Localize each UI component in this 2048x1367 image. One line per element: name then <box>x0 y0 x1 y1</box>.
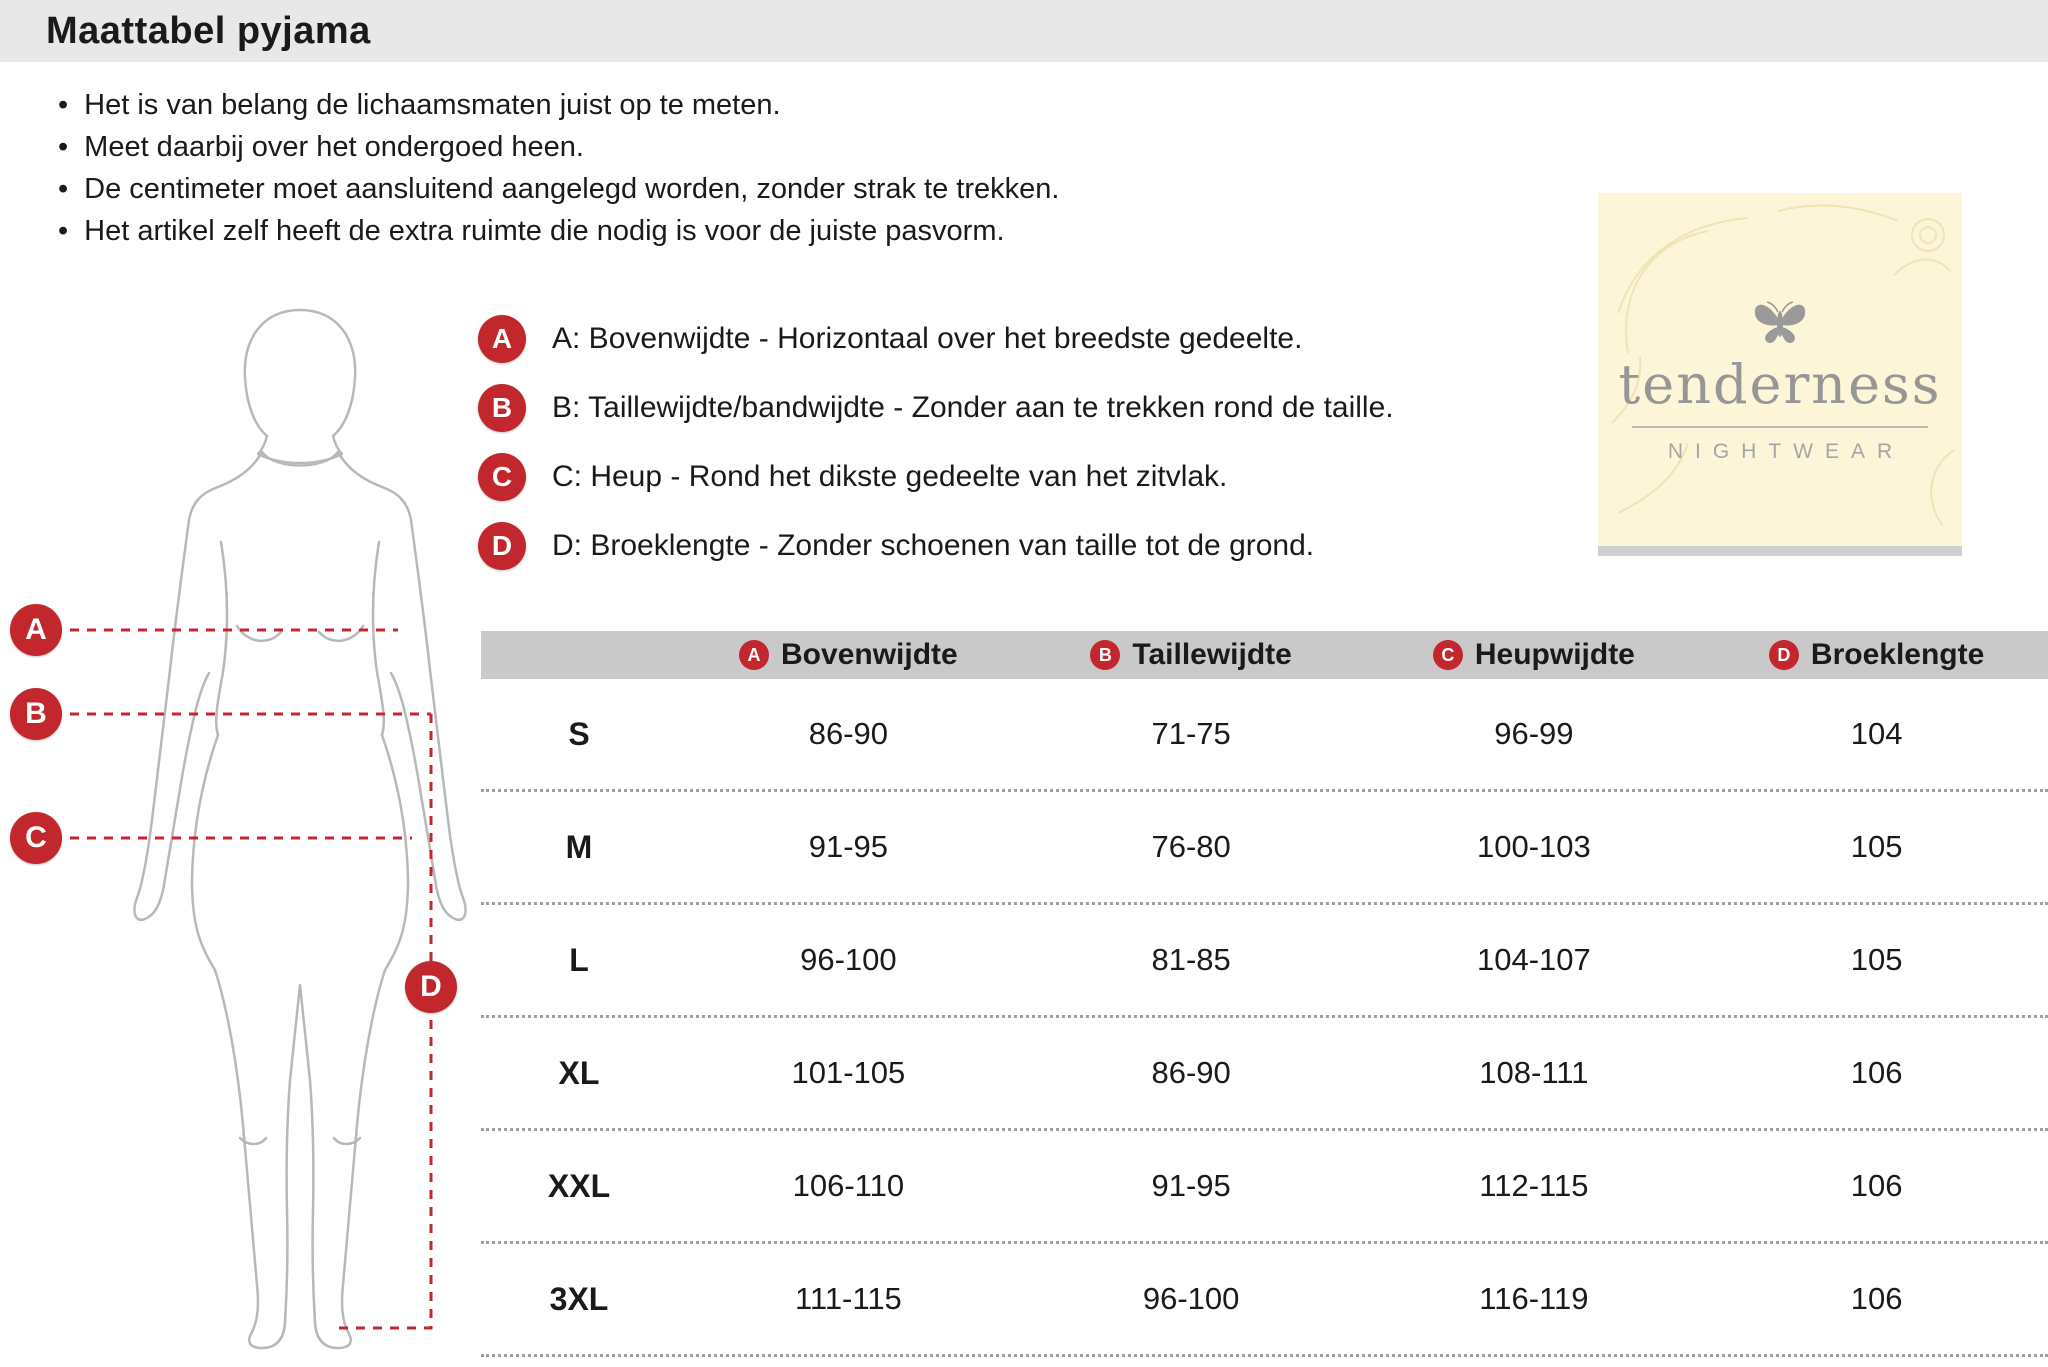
brand-name: tenderness <box>1618 353 1942 416</box>
header-cell-broeklengte <box>1705 638 2048 672</box>
butterfly-icon <box>1749 293 1811 349</box>
brand-subtitle: NIGHTWEAR <box>1667 440 1905 463</box>
body-silhouette <box>134 310 465 1348</box>
column-marker-c: C <box>1433 640 1463 670</box>
value-cell: 106 <box>1850 1281 1903 1316</box>
instruction-item: • Meet daarbij over het ondergoed heen. <box>58 126 1059 168</box>
value-cell: 100-103 <box>1476 829 1591 864</box>
body-measurement-figure <box>0 280 560 1367</box>
legend-item <box>478 453 1394 501</box>
brand-logo <box>1598 193 1962 556</box>
figure-marker-a: A <box>10 604 62 656</box>
column-header-label: Broeklengte <box>1810 638 1985 671</box>
table-header-row <box>481 631 2048 679</box>
size-cell: XXL <box>547 1167 611 1204</box>
table-row <box>481 679 2048 792</box>
column-header-label: Heupwijdte <box>1474 638 1635 671</box>
value-cell: 104 <box>1850 716 1903 751</box>
legend-item <box>478 522 1394 570</box>
column-header-label: Taillewijdte <box>1132 638 1292 671</box>
legend-item-text: A: Bovenwijdte - Horizontaal over het breedste gedeelte. <box>552 322 1303 355</box>
value-cell: 108-111 <box>1479 1055 1589 1090</box>
size-cell: 3XL <box>549 1280 609 1317</box>
column-marker-b: B <box>1090 640 1120 670</box>
measurement-legend <box>478 315 1394 570</box>
figure-marker-d: D <box>405 961 457 1013</box>
size-table <box>481 631 2048 1357</box>
brand-divider <box>1632 426 1928 428</box>
figure-marker-b: B <box>10 688 62 740</box>
value-cell: 71-75 <box>1151 716 1231 751</box>
legend-marker-b: B <box>478 384 526 432</box>
value-cell: 104-107 <box>1476 942 1591 977</box>
column-marker-a: A <box>739 640 769 670</box>
logo-footer-strip <box>1598 546 1962 556</box>
value-cell: 111-115 <box>794 1281 902 1316</box>
figure-marker-c: C <box>10 812 62 864</box>
column-header-label: Bovenwijdte <box>781 638 958 671</box>
size-cell: XL <box>558 1054 600 1091</box>
legend-item-text: C: Heup - Rond het dikste gedeelte van het zitvlak. <box>552 460 1228 493</box>
value-cell: 116-119 <box>1479 1281 1589 1316</box>
value-cell: 106 <box>1850 1055 1903 1090</box>
value-cell: 112-115 <box>1479 1168 1589 1203</box>
measurement-lines <box>36 630 431 1328</box>
legend-marker-d: D <box>478 522 526 570</box>
value-cell: 105 <box>1850 829 1903 864</box>
header-cell-heupwijdte <box>1363 638 1706 672</box>
table-row <box>481 1244 2048 1357</box>
legend-item <box>478 384 1394 432</box>
table-row <box>481 905 2048 1018</box>
title-bar <box>0 0 2048 62</box>
value-cell: 96-100 <box>1142 1281 1240 1316</box>
value-cell: 105 <box>1850 942 1903 977</box>
value-cell: 76-80 <box>1151 829 1231 864</box>
column-marker-d: D <box>1769 640 1799 670</box>
value-cell: 86-90 <box>1151 1055 1231 1090</box>
legend-item <box>478 315 1394 363</box>
table-row <box>481 1131 2048 1244</box>
size-cell: L <box>569 941 589 978</box>
legend-marker-a: A <box>478 315 526 363</box>
legend-item-text: B: Taillewijdte/bandwijdte - Zonder aan te trekken rond de taille. <box>552 391 1394 424</box>
value-cell: 91-95 <box>808 829 889 864</box>
page-title: Maattabel pyjama <box>46 9 371 52</box>
instruction-item: • De centimeter moet aansluitend aangelegd worden, zonder strak te trekken. <box>58 168 1059 210</box>
value-cell: 106 <box>1850 1168 1903 1203</box>
legend-item-text: D: Broeklengte - Zonder schoenen van taille tot de grond. <box>552 529 1315 562</box>
header-cell-bovenwijdte <box>677 638 1020 672</box>
size-cell: S <box>568 715 590 752</box>
instructions-list <box>58 84 1059 252</box>
header-cell-taillewijdte <box>1020 638 1363 672</box>
legend-marker-c: C <box>478 453 526 501</box>
value-cell: 101-105 <box>791 1055 906 1090</box>
table-row <box>481 792 2048 905</box>
value-cell: 96-100 <box>800 942 897 977</box>
value-cell: 86-90 <box>808 716 889 751</box>
instruction-item: • Het artikel zelf heeft de extra ruimte die nodig is voor de juiste pasvorm. <box>58 210 1059 252</box>
value-cell: 96-99 <box>1494 716 1574 751</box>
table-row <box>481 1018 2048 1131</box>
value-cell: 81-85 <box>1151 942 1231 977</box>
value-cell: 91-95 <box>1151 1168 1231 1203</box>
value-cell: 106-110 <box>792 1168 905 1203</box>
instruction-item: • Het is van belang de lichaamsmaten juist op te meten. <box>58 84 1059 126</box>
size-cell: M <box>565 828 593 865</box>
